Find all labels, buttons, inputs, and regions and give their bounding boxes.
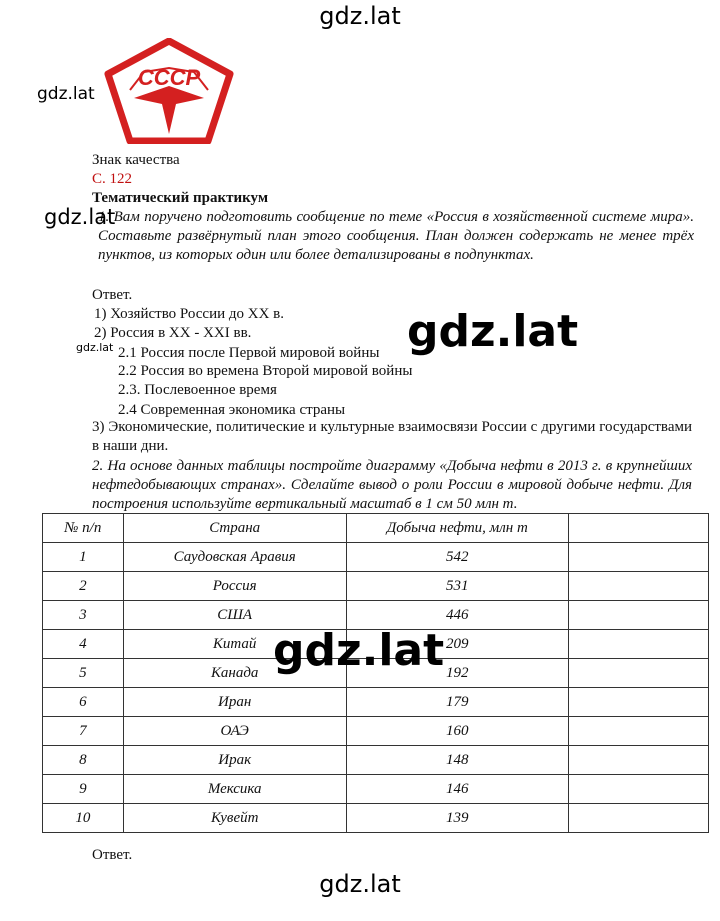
row-country: Саудовская Аравия <box>123 543 346 572</box>
header-production: Добыча нефти, млн т <box>346 514 568 543</box>
row-number: 2 <box>43 572 124 601</box>
row-empty-cell <box>568 601 708 630</box>
row-country: Китай <box>123 630 346 659</box>
row-number: 9 <box>43 775 124 804</box>
row-production: 531 <box>346 572 568 601</box>
plan-sub-3: 2.3. Послевоенное время <box>118 382 277 398</box>
table-row <box>43 775 709 804</box>
header-country: Страна <box>123 514 346 543</box>
row-country: Канада <box>123 659 346 688</box>
table-row <box>43 543 709 572</box>
watermark-top: gdz.lat <box>319 2 401 30</box>
plan-sub-2: 2.2 Россия во времена Второй мировой войны <box>118 363 413 379</box>
answer-label: Ответ. <box>92 287 133 303</box>
row-production: 148 <box>346 746 568 775</box>
row-number: 3 <box>43 601 124 630</box>
row-production: 179 <box>346 688 568 717</box>
quality-mark-logo <box>100 38 238 144</box>
answer-label-2: Ответ. <box>92 847 133 863</box>
row-empty-cell <box>568 804 708 833</box>
plan-item-1: 1) Хозяйство России до XX в. <box>94 306 285 322</box>
row-country: США <box>123 601 346 630</box>
plan-item-3: 3) Экономические, политические и культурные взаимосвязи России с другими государствами в наши дни. <box>92 419 692 454</box>
watermark-left: gdz.lat <box>37 84 95 104</box>
row-production: 146 <box>346 775 568 804</box>
row-country: Ирак <box>123 746 346 775</box>
row-production: 192 <box>346 659 568 688</box>
row-country: Россия <box>123 572 346 601</box>
logo-caption: Знак качества <box>92 152 180 168</box>
row-country: ОАЭ <box>123 717 346 746</box>
section-title: Тематический практикум <box>92 190 269 206</box>
row-empty-cell <box>568 659 708 688</box>
row-empty-cell <box>568 688 708 717</box>
table-row <box>43 572 709 601</box>
row-number: 7 <box>43 717 124 746</box>
row-empty-cell <box>568 572 708 601</box>
row-country: Иран <box>123 688 346 717</box>
header-empty <box>568 514 708 543</box>
plan-sub-1: 2.1 Россия после Первой мировой войны <box>118 345 380 361</box>
row-number: 8 <box>43 746 124 775</box>
row-production: 542 <box>346 543 568 572</box>
logo-text: СССР <box>137 65 201 90</box>
row-country: Кувейт <box>123 804 346 833</box>
row-production: 209 <box>346 630 568 659</box>
row-empty-cell <box>568 746 708 775</box>
watermark-big: gdz.lat <box>407 306 579 357</box>
row-number: 5 <box>43 659 124 688</box>
header-number: № п/п <box>43 514 124 543</box>
page-reference: С. 122 <box>92 171 133 187</box>
plan-sub-4: 2.4 Современная экономика страны <box>118 402 346 418</box>
row-empty-cell <box>568 717 708 746</box>
watermark-left-2: gdz.lat <box>44 205 116 229</box>
table-row <box>43 804 709 833</box>
plan-item-2: 2) Россия в XX - XXI вв. <box>94 325 252 341</box>
table-header-row <box>43 514 709 543</box>
table-row <box>43 717 709 746</box>
row-production: 139 <box>346 804 568 833</box>
watermark-big-2: gdz.lat <box>273 625 445 676</box>
row-empty-cell <box>568 543 708 572</box>
row-production: 160 <box>346 717 568 746</box>
row-number: 1 <box>43 543 124 572</box>
row-production: 446 <box>346 601 568 630</box>
task1-text: 1. Вам поручено подготовить сообщение по теме «Россия в хозяйственной системе мира». Составьте развёрнутый план этого сообщения. План должен содержать не менее трёх пунктов, из которых один или более детализированы в подпунктах. <box>98 209 694 263</box>
row-empty-cell <box>568 630 708 659</box>
row-number: 10 <box>43 804 124 833</box>
row-number: 6 <box>43 688 124 717</box>
row-country: Мексика <box>123 775 346 804</box>
table-row <box>43 746 709 775</box>
table-row <box>43 688 709 717</box>
watermark-bottom: gdz.lat <box>319 870 401 898</box>
task2-text: 2. На основе данных таблицы постройте диаграмму «Добыча нефти в 2013 г. в крупнейших нефтедобывающих странах». Сделайте вывод о роли России в мировой добыче нефти. Для построения используйте вертикальный масштаб в 1 см 50 млн т. <box>92 458 692 512</box>
row-number: 4 <box>43 630 124 659</box>
row-empty-cell <box>568 775 708 804</box>
watermark-small: gdz.lat <box>76 341 114 354</box>
